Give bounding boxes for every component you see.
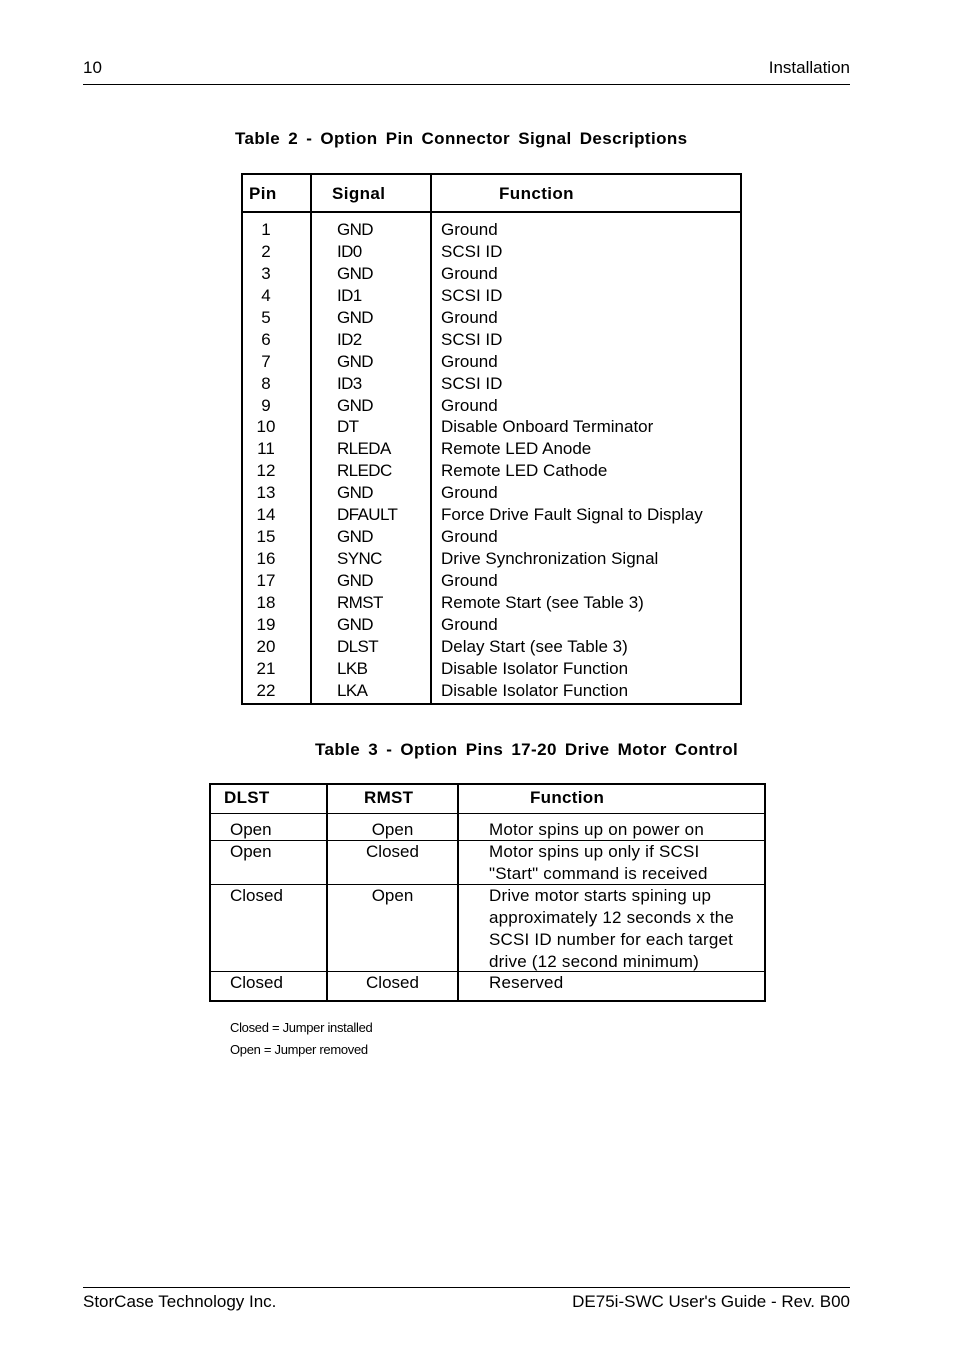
signal-cell: GND — [337, 395, 373, 415]
function-cell: Remote LED Anode — [441, 439, 592, 459]
signal-cell: DT — [337, 417, 359, 437]
table2-body — [243, 219, 740, 702]
table-row — [243, 636, 740, 658]
footer-document: DE75i-SWC User's Guide - Rev. B00 — [572, 1292, 850, 1311]
pin-cell: 11 — [257, 439, 275, 459]
row2-rmst: Closed — [366, 842, 419, 861]
row4-rmst: Closed — [366, 973, 419, 992]
signal-cell: GND — [337, 307, 373, 327]
signal-cell: LKB — [337, 658, 368, 678]
function-cell: Ground — [441, 307, 498, 327]
pin-cell: 13 — [256, 483, 276, 503]
table-row — [243, 351, 740, 373]
table-row — [243, 307, 740, 329]
pin-cell: 18 — [256, 592, 276, 612]
pin-cell: 8 — [261, 373, 271, 393]
table-row — [243, 241, 740, 263]
row4-dlst: Closed — [230, 973, 283, 992]
function-cell: Ground — [441, 220, 498, 239]
signal-cell: DLST — [337, 636, 379, 656]
pin-cell: 9 — [261, 395, 271, 415]
row3-rmst: Open — [371, 886, 414, 905]
function-cell: Ground — [441, 614, 498, 634]
signal-cell: ID0 — [337, 241, 362, 261]
header-divider — [243, 211, 740, 213]
pin-cell: 21 — [256, 658, 276, 678]
function-cell: Ground — [441, 571, 498, 590]
function-cell: Disable Isolator Function — [441, 658, 629, 678]
signal-cell: RLEDC — [337, 461, 392, 481]
row1-dlst: Open — [230, 820, 272, 839]
row3-function-line4: drive (12 second minimum) — [489, 952, 700, 971]
pin-cell: 12 — [256, 461, 276, 481]
table-row — [243, 504, 740, 526]
signal-cell: GND — [337, 220, 373, 239]
table-row — [243, 482, 740, 504]
signal-cell: RLEDA — [337, 439, 391, 459]
row1-rmst: Open — [371, 820, 414, 839]
signal-cell: ID2 — [337, 329, 362, 349]
pin-cell: 6 — [261, 329, 271, 349]
function-cell: Ground — [441, 395, 498, 415]
function-cell: Drive Synchronization Signal — [441, 549, 659, 569]
header-dlst: DLST — [224, 788, 270, 807]
header-function: Function — [530, 788, 605, 807]
pin-cell: 16 — [256, 549, 276, 569]
function-cell: SCSI ID — [441, 329, 503, 349]
section-title: Installation — [768, 58, 850, 77]
function-cell: Disable Onboard Terminator — [441, 417, 654, 437]
signal-cell: ID1 — [337, 285, 362, 305]
function-cell: Ground — [441, 483, 498, 503]
signal-cell: GND — [337, 483, 373, 503]
function-cell: Force Drive Fault Signal to Display — [441, 505, 703, 525]
function-cell: SCSI ID — [441, 373, 503, 393]
table-row — [243, 219, 740, 241]
signal-cell: LKA — [337, 680, 368, 700]
table3-caption: Table 3 - Option Pins 17-20 Drive Motor Control — [315, 740, 739, 759]
function-cell: SCSI ID — [441, 285, 503, 305]
row2-dlst: Open — [230, 842, 272, 861]
function-cell: Ground — [441, 263, 498, 283]
header-rmst: RMST — [364, 788, 414, 807]
row3-dlst: Closed — [230, 886, 283, 905]
function-cell: Remote Start (see Table 3) — [441, 592, 644, 612]
header-function: Function — [499, 184, 574, 203]
signal-cell: SYNC — [337, 549, 382, 569]
table-row — [243, 680, 740, 702]
signal-cell: GND — [337, 527, 373, 547]
signal-cell: GND — [337, 614, 373, 634]
function-cell: Delay Start (see Table 3) — [441, 636, 628, 656]
header-rule — [83, 84, 850, 85]
function-cell: Disable Isolator Function — [441, 680, 629, 700]
table-row — [243, 395, 740, 417]
note-closed: Closed = Jumper installed — [230, 1020, 373, 1035]
row2-function-line2: "Start" command is received — [489, 864, 708, 883]
table-row — [243, 373, 740, 395]
note-open: Open = Jumper removed — [230, 1042, 368, 1057]
row3-function-line3: SCSI ID number for each target — [489, 930, 734, 949]
footer-company: StorCase Technology Inc. — [83, 1292, 277, 1311]
header-divider — [211, 813, 764, 814]
pin-cell: 10 — [256, 417, 276, 437]
table-row — [243, 658, 740, 680]
row2-function-line1: Motor spins up only if SCSI — [489, 842, 700, 861]
page-number: 10 — [83, 58, 102, 77]
drive-motor-control-table — [209, 783, 766, 1002]
pin-signal-table — [241, 173, 742, 705]
pin-cell: 4 — [261, 285, 271, 305]
header-pin: Pin — [249, 184, 277, 203]
pin-cell: 19 — [256, 614, 276, 634]
function-cell: Remote LED Cathode — [441, 461, 608, 481]
table-row — [243, 614, 740, 636]
pin-cell: 2 — [261, 241, 271, 261]
table-row — [243, 285, 740, 307]
table-row — [243, 329, 740, 351]
table-row — [243, 592, 740, 614]
table-row — [243, 526, 740, 548]
pin-cell: 14 — [256, 505, 276, 525]
signal-cell: ID3 — [337, 373, 362, 393]
row4-function: Reserved — [489, 973, 564, 992]
row3-function-line2: approximately 12 seconds x the — [489, 908, 735, 927]
table-row — [243, 438, 740, 460]
pin-cell: 5 — [261, 307, 271, 327]
function-cell: SCSI ID — [441, 241, 503, 261]
row1-function: Motor spins up on power on — [489, 820, 704, 839]
signal-cell: GND — [337, 351, 373, 371]
table-row — [243, 570, 740, 592]
table-row — [243, 460, 740, 482]
table2-caption: Table 2 - Option Pin Connector Signal Descriptions — [235, 129, 688, 148]
pin-cell: 22 — [256, 680, 276, 700]
header-signal: Signal — [332, 184, 386, 203]
pin-cell: 15 — [256, 527, 276, 547]
row3-function-line1: Drive motor starts spining up — [489, 886, 712, 905]
signal-cell: GND — [337, 571, 373, 590]
pin-cell: 3 — [261, 263, 271, 283]
pin-cell: 7 — [261, 351, 271, 371]
footer-rule — [83, 1287, 850, 1288]
pin-cell: 20 — [256, 636, 276, 656]
pin-cell: 1 — [261, 220, 271, 239]
table-row — [243, 416, 740, 438]
signal-cell: RMST — [337, 592, 383, 612]
signal-cell: DFAULT — [337, 505, 398, 525]
function-cell: Ground — [441, 527, 498, 547]
table-row — [243, 263, 740, 285]
pin-cell: 17 — [256, 571, 276, 590]
signal-cell: GND — [337, 263, 373, 283]
function-cell: Ground — [441, 351, 498, 371]
table-row — [243, 548, 740, 570]
